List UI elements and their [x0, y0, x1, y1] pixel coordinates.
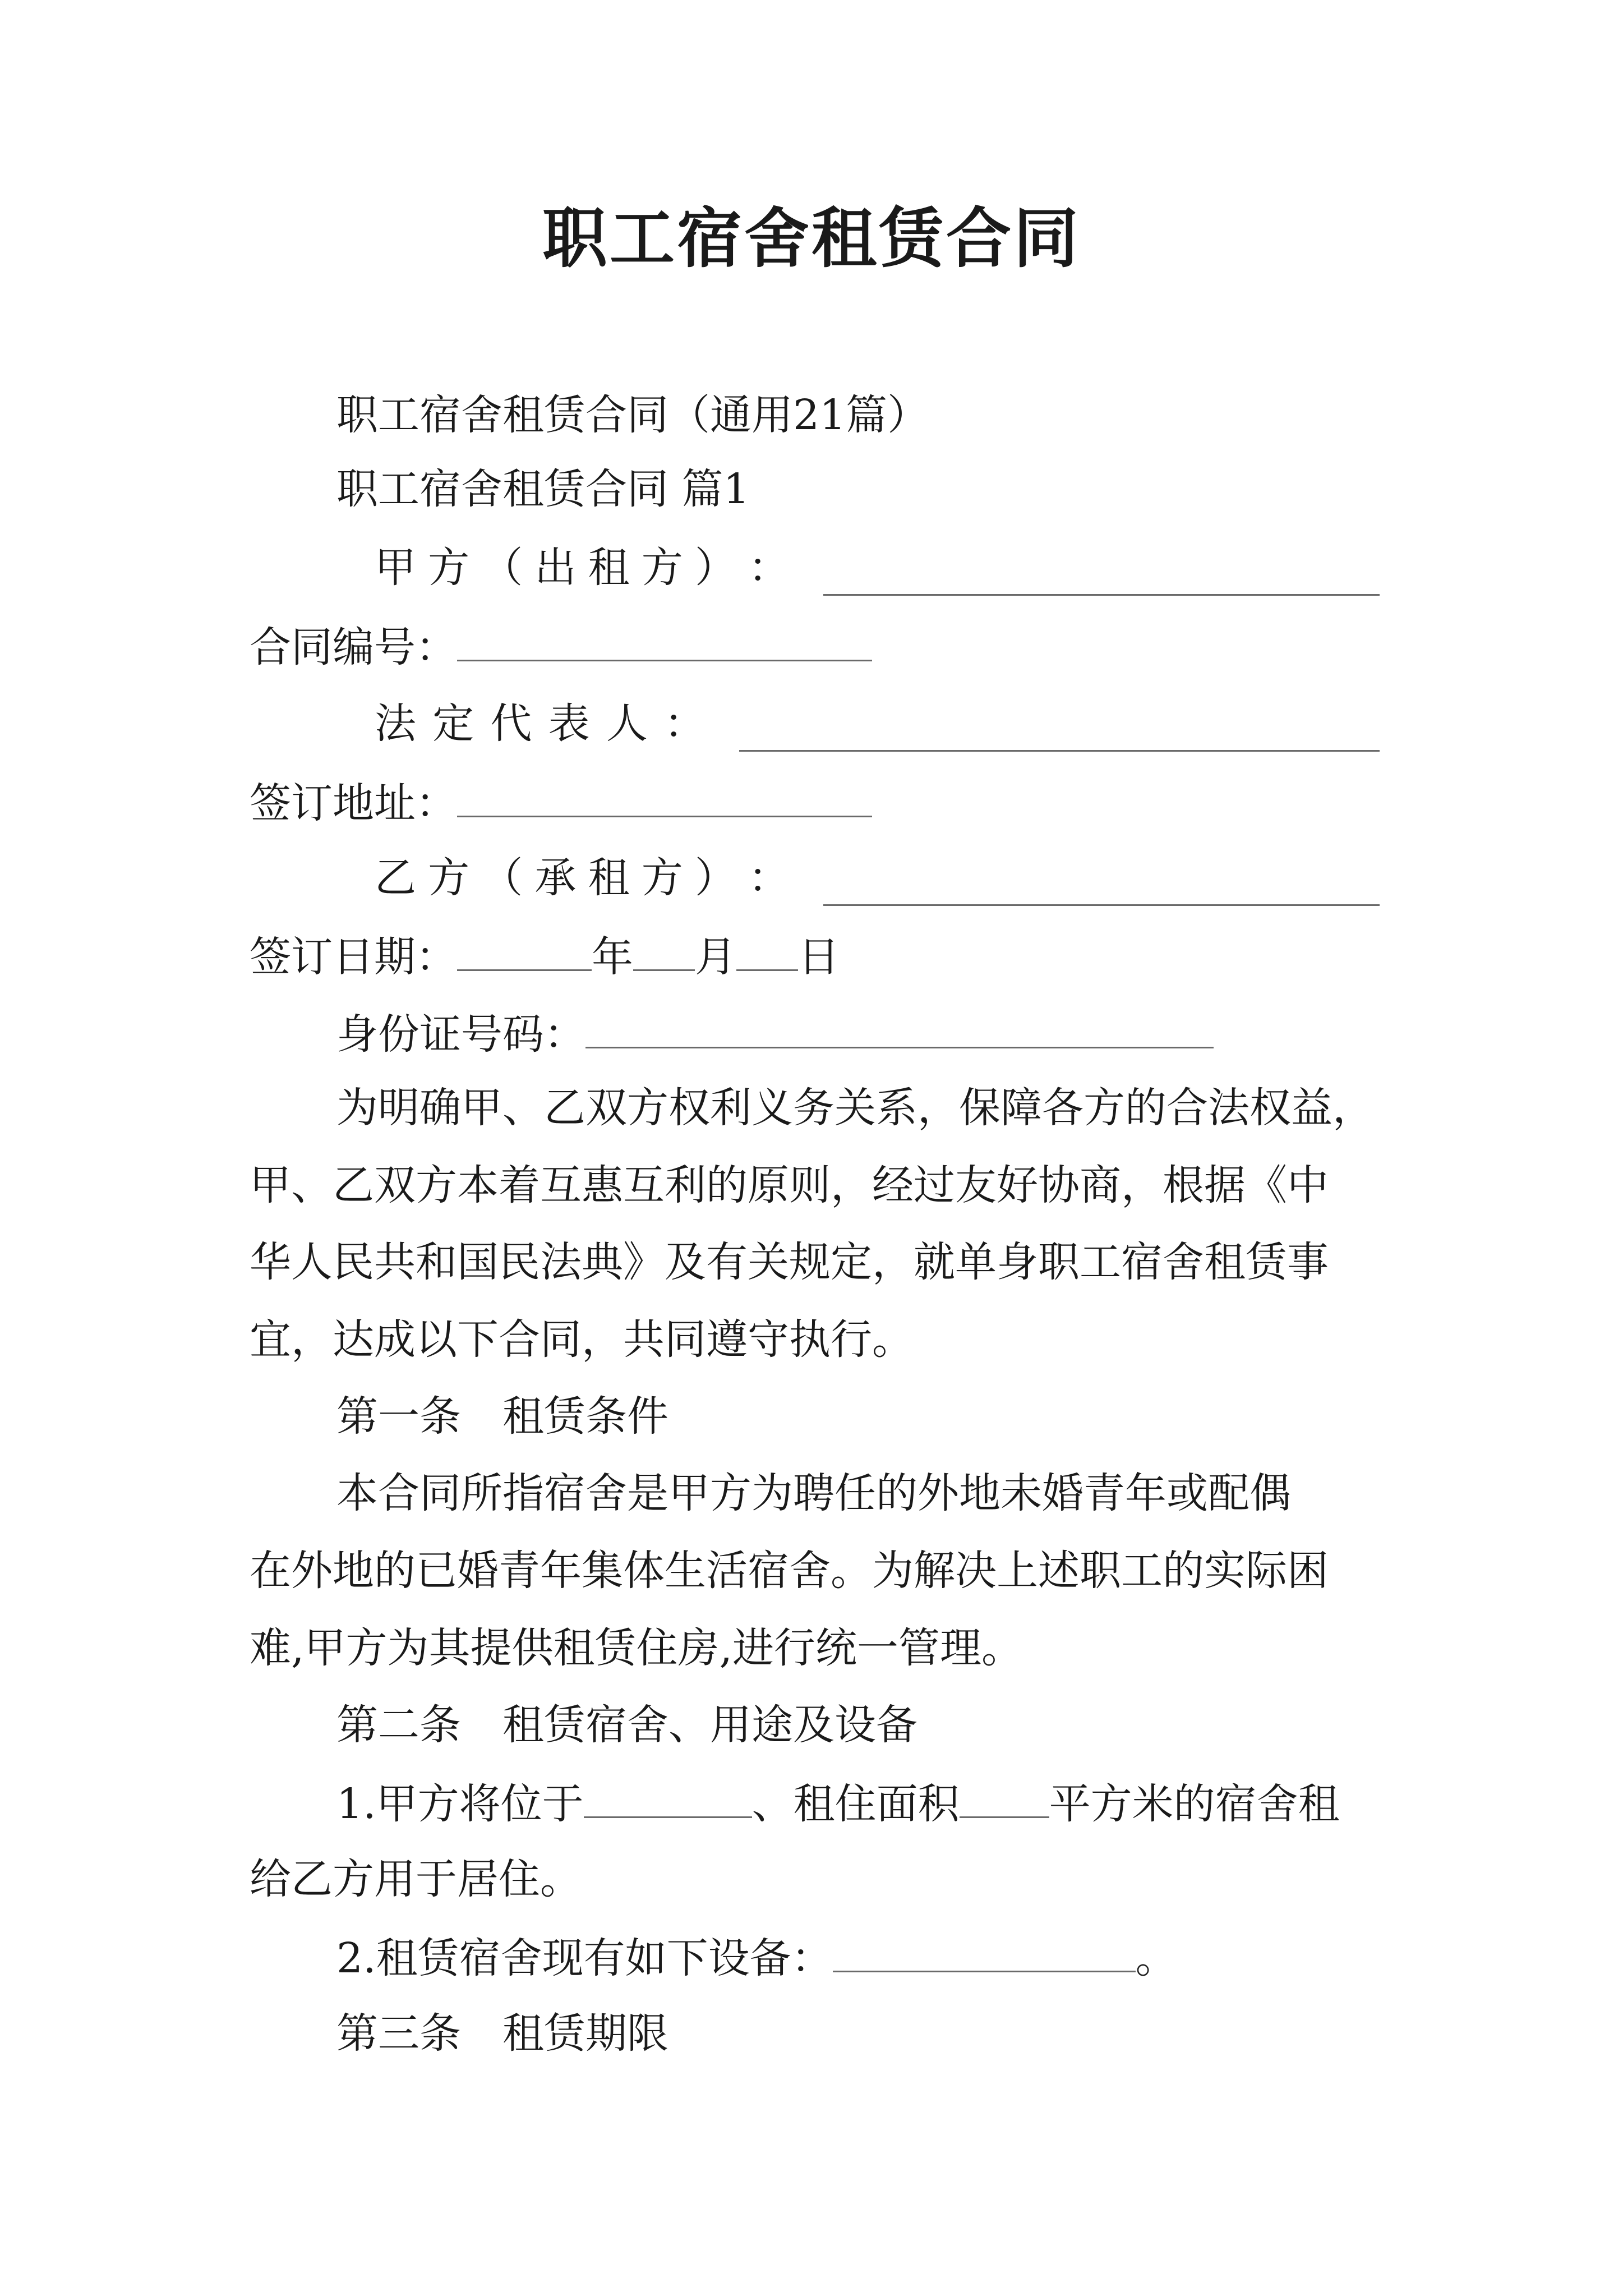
- month-blank: [633, 927, 695, 971]
- article2-item2: [336, 1928, 1177, 1986]
- label-char: 人: [606, 700, 648, 748]
- article1-line: 难,甲方为其提供租赁住房,进行统一管理。: [250, 1624, 1023, 1672]
- label-char: 法: [375, 700, 416, 748]
- part-heading: 职工宿舍租赁合同 篇1: [336, 465, 750, 513]
- document-title: 职工宿舍租赁合同: [542, 200, 1081, 277]
- day-blank: [736, 927, 798, 971]
- label-char: ）: [694, 854, 736, 902]
- label-char: 乙: [375, 854, 416, 902]
- preamble-line: 甲、乙双方本着互惠互利的原则，经过友好协商，根据《中: [250, 1161, 1329, 1209]
- legal-rep-blank: [739, 707, 1380, 752]
- article2-item2-text: 2.租赁宿舍现有如下设备：: [336, 1934, 833, 1982]
- label-char: 承: [534, 854, 577, 902]
- contract-no-label: 合同编号：: [250, 623, 457, 671]
- year-label: 年: [592, 933, 633, 981]
- party-b-blank: [823, 862, 1380, 906]
- label-char: ：: [663, 700, 706, 748]
- article1-line: 本合同所指宿舍是甲方为聘任的外地未婚青年或配偶: [336, 1469, 1291, 1517]
- article2-heading: 第二条 租赁宿舍、用途及设备: [336, 1701, 917, 1749]
- label-char: 表: [548, 700, 590, 748]
- article2-item1-text: 平方米的宿舍租: [1049, 1780, 1340, 1828]
- article2-item1-text: 1.甲方将位于: [336, 1780, 584, 1828]
- preamble-line: 为明确甲、乙双方权利义务关系，保障各方的合法权益，: [336, 1084, 1374, 1132]
- article1-line: 在外地的已婚青年集体生活宿舍。为解决上述职工的实际困: [250, 1547, 1329, 1595]
- label-char: ：: [748, 544, 790, 592]
- legal-rep-field: [375, 696, 1380, 752]
- label-char: 出: [534, 544, 577, 592]
- month-label: 月: [695, 933, 736, 981]
- label-char: （: [481, 544, 523, 592]
- area-blank: [960, 1774, 1049, 1818]
- article2-item1-text: 、租住面积: [751, 1780, 960, 1828]
- document-subtitle: 职工宿舍租赁合同（通用21篇）: [336, 391, 929, 439]
- article2-item1-line2: 给乙方用于居住。: [250, 1855, 582, 1903]
- label-char: 租: [588, 854, 630, 902]
- party-b-field: [375, 850, 1380, 906]
- sign-date-field: [250, 927, 840, 985]
- article2-item2-text: 。: [1135, 1934, 1177, 1982]
- label-char: ）: [694, 544, 736, 592]
- contract-no-field: [250, 617, 872, 675]
- year-blank: [457, 927, 592, 971]
- contract-no-blank: [457, 617, 872, 661]
- party-a-blank: [823, 551, 1380, 596]
- label-char: 定: [432, 700, 474, 748]
- article2-item1: [336, 1774, 1340, 1832]
- label-char: 方: [641, 854, 683, 902]
- label-char: 方: [641, 544, 683, 592]
- sign-address-field: [250, 773, 872, 831]
- sign-address-blank: [457, 773, 872, 817]
- preamble-line: 宜，达成以下合同，共同遵守执行。: [250, 1315, 914, 1364]
- party-a-label: [375, 540, 790, 596]
- preamble-line: 华人民共和国民法典》及有关规定，就单身职工宿舍租赁事: [250, 1238, 1329, 1286]
- id-no-field: [336, 1004, 1214, 1062]
- label-char: 甲: [375, 544, 416, 592]
- sign-date-label: 签订日期：: [250, 933, 457, 981]
- label-char: 租: [588, 544, 630, 592]
- id-no-blank: [585, 1004, 1214, 1048]
- label-char: 方: [428, 544, 470, 592]
- label-char: ：: [748, 854, 790, 902]
- day-label: 日: [798, 933, 840, 981]
- party-b-label: [375, 850, 790, 906]
- label-char: 代: [490, 700, 532, 748]
- equipment-blank: [833, 1928, 1136, 1972]
- label-char: 方: [428, 854, 470, 902]
- legal-rep-label: [375, 696, 706, 752]
- sign-address-label: 签订地址：: [250, 779, 457, 827]
- article1-heading: 第一条 租赁条件: [336, 1392, 668, 1441]
- party-a-field: [375, 540, 1380, 596]
- label-char: （: [481, 854, 523, 902]
- id-no-label: 身份证号码：: [336, 1010, 585, 1059]
- location-blank: [584, 1774, 752, 1818]
- article3-heading: 第三条 租赁期限: [336, 2009, 668, 2058]
